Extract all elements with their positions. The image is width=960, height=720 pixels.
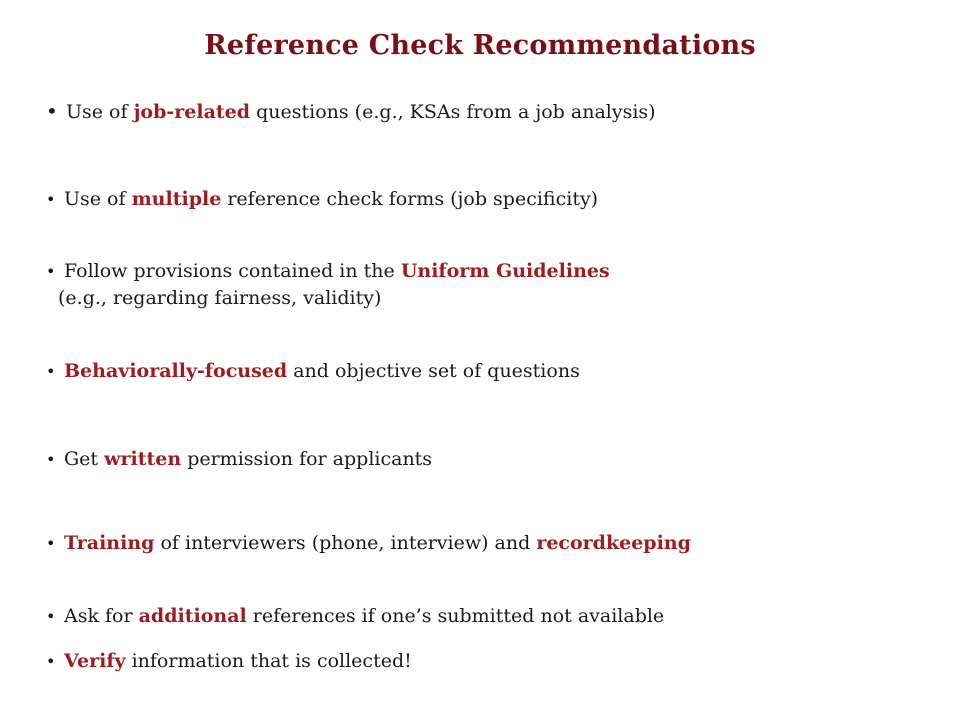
- bullet-item-7: [46, 603, 664, 630]
- bullet-icon: •: [46, 607, 56, 626]
- bullet-emphasis: additional: [138, 605, 247, 627]
- bullet-continuation: (e.g., regarding fairness, validity): [58, 287, 382, 309]
- bullet-emphasis: job-related: [133, 101, 251, 123]
- bullet-emphasis: Uniform Guidelines: [400, 260, 610, 282]
- bullet-icon: •: [46, 450, 56, 469]
- bullet-text-post: reference check forms (job specificity): [221, 188, 599, 210]
- bullet-icon: •: [46, 190, 56, 209]
- bullet-text-post: and objective set of questions: [287, 360, 580, 382]
- bullet-item-1: [46, 98, 656, 125]
- bullet-item-4: [46, 358, 580, 385]
- bullet-text-pre: Follow provisions contained in the: [64, 260, 401, 282]
- bullet-text-post: permission for applicants: [181, 448, 433, 470]
- bullet-emphasis-2: recordkeeping: [536, 532, 691, 554]
- bullet-text-post: questions (e.g., KSAs from a job analysis): [250, 101, 656, 123]
- bullet-icon: •: [46, 534, 56, 553]
- bullet-emphasis: Training: [64, 532, 155, 554]
- bullet-icon: •: [46, 262, 56, 281]
- bullet-item-2: [46, 186, 598, 213]
- bullet-text-post: references if one’s submitted not available: [246, 605, 665, 627]
- bullet-emphasis: multiple: [131, 188, 222, 210]
- bullet-icon: •: [46, 362, 56, 381]
- slide-title: Reference Check Recommendations: [204, 30, 756, 61]
- bullet-text-pre: Use of: [66, 101, 134, 123]
- bullet-item-3: [46, 258, 610, 311]
- bullet-item-6: [46, 530, 691, 557]
- bullet-icon: •: [46, 652, 56, 671]
- bullet-text-post: information that is collected!: [125, 650, 412, 672]
- bullet-text-pre: Use of: [64, 188, 132, 210]
- bullet-text-mid: of interviewers (phone, interview) and: [154, 532, 537, 554]
- bullet-item-8: [46, 648, 412, 675]
- bullet-emphasis: Verify: [64, 650, 126, 672]
- bullet-emphasis: Behaviorally-focused: [64, 360, 288, 382]
- bullet-item-5: [46, 446, 432, 473]
- bullet-text-pre: Get: [64, 448, 105, 470]
- bullet-icon: •: [46, 99, 58, 123]
- bullet-emphasis: written: [104, 448, 182, 470]
- bullet-text-pre: Ask for: [64, 605, 139, 627]
